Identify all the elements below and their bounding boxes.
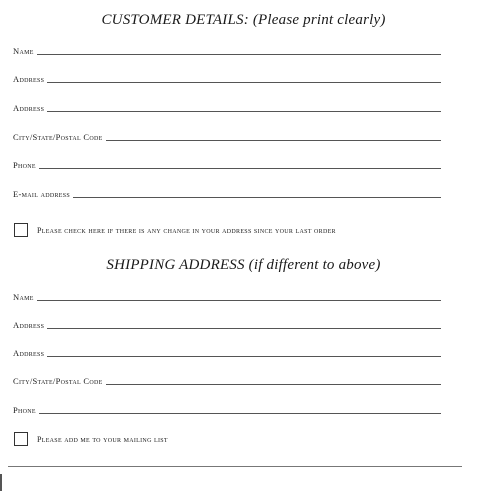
shipping-city-field[interactable]: [13, 372, 441, 386]
mailing-list-label: Please add me to your mailing list: [37, 434, 168, 444]
shipping-name-label: Name: [13, 292, 34, 302]
customer-details-heading: [0, 12, 487, 29]
shipping-address-note: (if different to above): [248, 257, 381, 273]
shipping-city-line[interactable]: [106, 376, 441, 385]
mailing-list-checkbox-row[interactable]: [14, 432, 168, 446]
customer-address1-line[interactable]: [47, 74, 441, 83]
shipping-address1-field[interactable]: [13, 316, 441, 330]
customer-city-line[interactable]: [106, 132, 441, 141]
shipping-address2-label: Address: [13, 348, 45, 358]
customer-details-note: (Please print clearly): [252, 12, 386, 28]
customer-name-line[interactable]: [37, 46, 441, 55]
page-edge-mark: [0, 474, 2, 491]
customer-address2-line[interactable]: [47, 103, 441, 112]
shipping-phone-line[interactable]: [39, 405, 441, 414]
customer-phone-line[interactable]: [39, 160, 441, 169]
shipping-address2-line[interactable]: [47, 348, 441, 357]
address-change-checkbox-row[interactable]: [14, 223, 336, 237]
customer-name-field[interactable]: [13, 42, 441, 56]
shipping-phone-field[interactable]: [13, 401, 441, 415]
customer-address2-field[interactable]: [13, 99, 441, 113]
customer-address2-label: Address: [13, 103, 45, 113]
shipping-address2-field[interactable]: [13, 344, 441, 358]
customer-phone-field[interactable]: [13, 156, 441, 170]
customer-phone-label: Phone: [13, 160, 36, 170]
customer-address1-field[interactable]: [13, 70, 441, 84]
customer-details-title: CUSTOMER DETAILS:: [101, 12, 249, 28]
shipping-address1-label: Address: [13, 320, 45, 330]
shipping-phone-label: Phone: [13, 405, 36, 415]
customer-city-label: City/State/Postal Code: [13, 132, 103, 142]
bottom-divider: [8, 466, 462, 467]
customer-email-field[interactable]: [13, 185, 441, 199]
shipping-name-line[interactable]: [37, 292, 441, 301]
shipping-address1-line[interactable]: [47, 320, 441, 329]
address-change-checkbox[interactable]: [14, 223, 28, 237]
shipping-name-field[interactable]: [13, 288, 441, 302]
customer-email-line[interactable]: [73, 189, 441, 198]
mailing-list-checkbox[interactable]: [14, 432, 28, 446]
customer-email-label: E-mail address: [13, 189, 71, 199]
address-change-label: Please check here if there is any change in your address since your last order: [37, 225, 336, 235]
shipping-address-heading: [0, 257, 487, 274]
shipping-address-title: SHIPPING ADDRESS: [106, 257, 245, 273]
customer-city-field[interactable]: [13, 128, 441, 142]
shipping-city-label: City/State/Postal Code: [13, 376, 103, 386]
customer-name-label: Name: [13, 46, 34, 56]
customer-address1-label: Address: [13, 74, 45, 84]
